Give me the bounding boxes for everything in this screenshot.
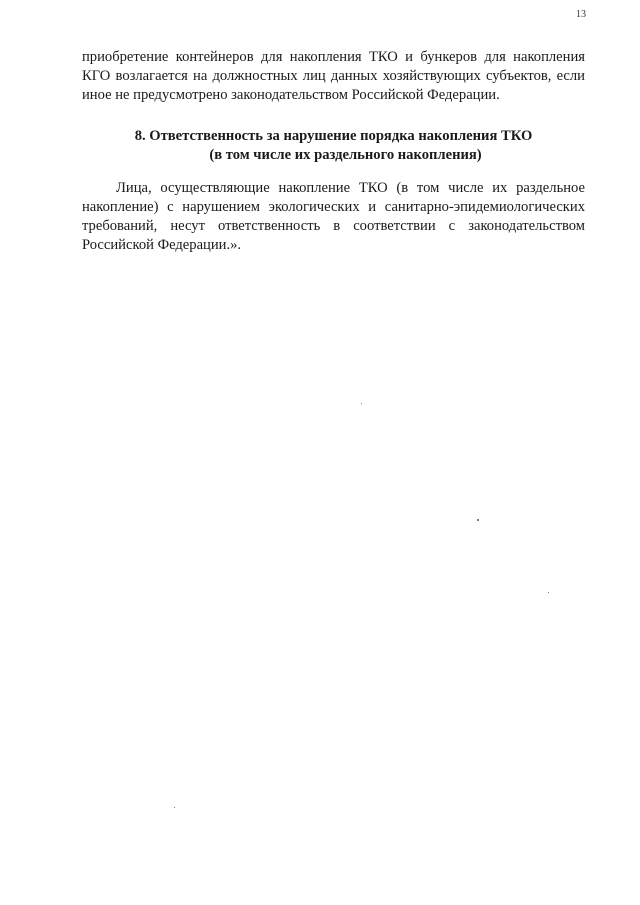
scan-speck xyxy=(477,519,479,521)
section-8-paragraph: Лица, осуществляющие накопление ТКО (в том числе их раздельное накопление) с нарушением экологических и санитарно-эпидемиологических требований, несут ответственность в соответствии с законодательством Российской Федерации.». xyxy=(82,180,585,253)
continuation-paragraph: приобретение контейнеров для накопления ТКО и бункеров для накопления КГО возлагается на должностных лиц данных хозяйствующих субъектов, если иное не предусмотрено законодательством Российской Федерации. xyxy=(82,49,585,103)
page-number: 13 xyxy=(576,9,586,20)
section-heading-line-1: 8. Ответственность за нарушение порядка накопления ТКО xyxy=(134,128,533,144)
section-heading xyxy=(82,127,585,165)
section-heading-line-2: (в том числе их раздельного накопления) xyxy=(209,147,482,163)
scan-speck xyxy=(548,592,549,593)
scan-speck xyxy=(361,403,362,404)
scan-speck xyxy=(174,807,175,808)
